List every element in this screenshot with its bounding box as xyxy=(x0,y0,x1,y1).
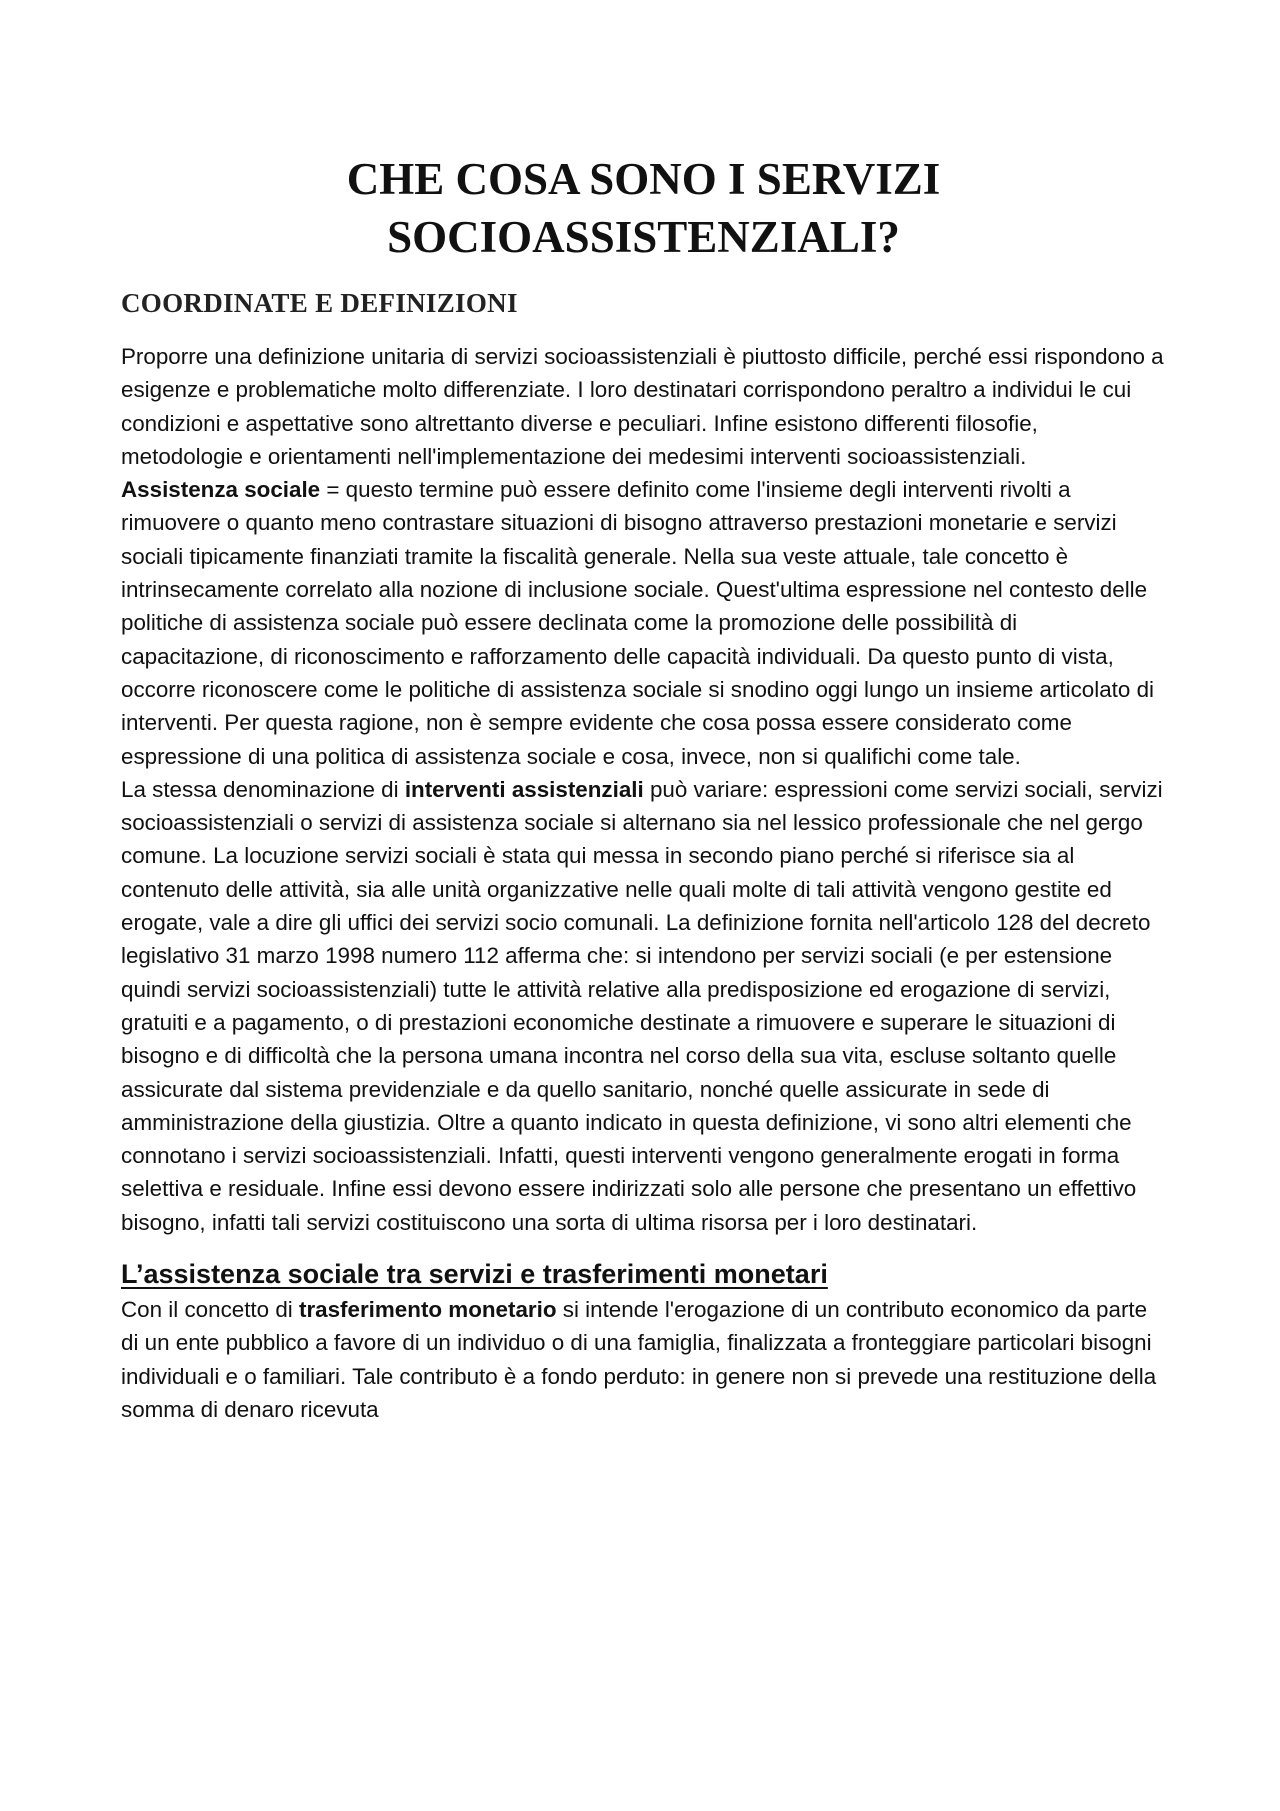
document-title xyxy=(121,150,1166,266)
section-heading-coordinate: COORDINATE E DEFINIZIONI xyxy=(121,288,518,318)
paragraph-trasferimento-monetario xyxy=(121,1293,1166,1426)
paragraph-trasferimento-before: Con il concetto di xyxy=(121,1297,299,1323)
term-trasferimento-monetario: trasferimento monetario xyxy=(298,1297,557,1323)
document-body xyxy=(121,150,1166,1426)
paragraph-trasferimento-after: si intende l'erogazione di un contributo economico da parte di un ente pubblico a favore di un individuo o di una famiglia, finalizzata a fronteggiare particolari bisogni individuali e o familiari. Tale contributo è a fondo perduto: in genere non si prevede una restituzione della somma di denaro ricevuta xyxy=(121,1297,1157,1422)
term-interventi-assistenziali: interventi assistenziali xyxy=(404,776,644,802)
paragraph-interventi-assistenziali xyxy=(121,773,1166,1239)
paragraph-interventi-after: può variare: espressioni come servizi sociali, servizi socioassistenziali o servizi di assistenza sociale si alternano sia nel lessico professionale che nel gergo comune. La locuzione servizi sociali è stata qui messa in secondo piano perché si riferisce sia al contenuto delle attività, sia alle unità organizzative nelle quali molte di tali attività vengono gestite ed erogate, vale a dire gli uffici dei servizi socio comunali. La definizione fornita nell'articolo 128 del decreto legislativo 31 marzo 1998 numero 112 afferma che: si intendono per servizi sociali (e per estensione quindi servizi socioassistenziali) tutte le attività relative alla predisposizione ed erogazione di servizi, gratuiti e a pagamento, o di prestazioni economiche destinate a rimuovere e superare le situazioni di bisogno e di difficoltà che la persona umana incontra nel corso della sua vita, escluse soltanto quelle assicurate dal sistema previdenziale e da quello sanitario, nonché quelle assicurate in sede di amministrazione della giustizia. Oltre a quanto indicato in questa definizione, vi sono altri elementi che connotano i servizi socioassistenziali. Infatti, questi interventi vengono generalmente erogati in forma selettiva e residuale. Infine essi devono essere indirizzati solo alle persone che presentano un effettivo bisogno, infatti tali servizi costituiscono una sorta di ultima risorsa per i loro destinatari. xyxy=(121,776,1163,1235)
section-heading-trasferimenti: L’assistenza sociale tra servizi e trasferimenti monetari xyxy=(121,1259,828,1290)
paragraph-intro: Proporre una definizione unitaria di servizi socioassistenziali è piuttosto difficile, perché essi rispondono a esigenze e problematiche molto differenziate. I loro destinatari corrispondono peraltro a individui le cui condizioni e aspettative sono altrettanto diverse e peculiari. Infine esistono differenti filosofie, metodologie e orientamenti nell'implementazione dei medesimi interventi socioassistenziali. xyxy=(121,344,1164,469)
document-title-line-2: SOCIOASSISTENZIALI? xyxy=(387,212,900,262)
paragraph-assistenza-sociale-text: = questo termine può essere definito come l'insieme degli interventi rivolti a rimuovere o quanto meno contrastare situazioni di bisogno attraverso prestazioni monetarie e servizi sociali tipicamente finanziati tramite la fiscalità generale. Nella sua veste attuale, tale concetto è intrinsecamente correlato alla nozione di inclusione sociale. Quest'ultima espressione nel contesto delle politiche di assistenza sociale può essere declinata come la promozione delle possibilità di capacitazione, di riconoscimento e rafforzamento delle capacità individuali. Da questo punto di vista, occorre riconoscere come le politiche di assistenza sociale si snodino oggi lungo un insieme articolato di interventi. Per questa ragione, non è sempre evidente che cosa possa essere considerato come espressione di una politica di assistenza sociale e cosa, invece, non si qualifichi come tale. xyxy=(121,477,1155,769)
paragraph-interventi-before: La stessa denominazione di xyxy=(121,776,405,802)
term-assistenza-sociale: Assistenza sociale xyxy=(121,477,321,503)
paragraph-assistenza-sociale xyxy=(121,473,1166,773)
document-title-line-1: CHE COSA SONO I SERVIZI xyxy=(346,154,941,204)
